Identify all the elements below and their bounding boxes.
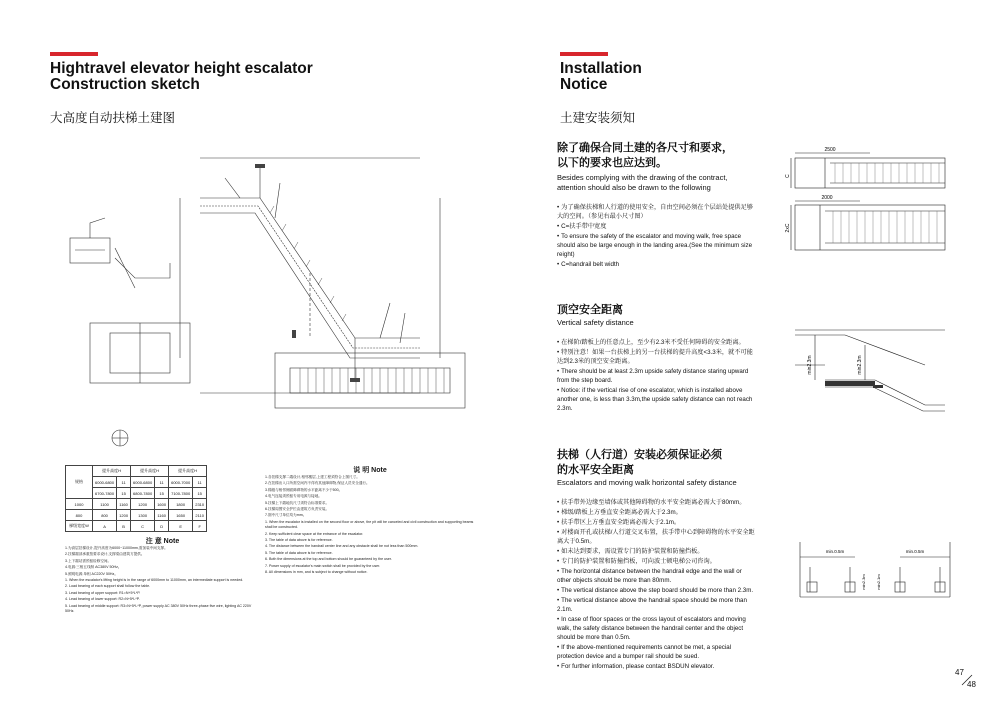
table-cell: 提升高度H: [131, 466, 169, 477]
table-row: [66, 510, 207, 521]
note-item: 1. When the escalator's lifting height is in the range of 6000mm to 11000mm, an intermediate support is needed.: [65, 578, 244, 583]
note-item: 1.各扶梯支撑二端设计,相邻楼层,上建工程须符合上图尺寸。: [265, 475, 360, 479]
list-item: • Notice: if the vertical rise of one escalator, which is installed above another one, is less than 3.3m,the upside safety distance can not reach 2.3m.: [557, 386, 757, 413]
table-cell: F: [193, 521, 207, 532]
section-vertical: [557, 303, 757, 414]
list-item: • The vertical distance above the step board should be more than 2.3m.: [557, 586, 757, 595]
list-item: • 梯级/踏板上方垂直安全距离必需大于2.3m。: [557, 508, 757, 517]
list-item: • For further information, please contact BSDUN elevator.: [557, 662, 757, 671]
left-title-line1: Hightravel elevator height escalator: [50, 60, 313, 77]
section-general-en-line2: attention should also be drawn to the following: [557, 183, 711, 192]
page-number-left: 47: [955, 668, 964, 677]
note-item: 4. Lead bearing of lower support: R2=N+5*L*P.: [65, 597, 140, 602]
table-cell: 提升高度H: [93, 466, 131, 477]
right-subtitle-cn: 土建安装须知: [560, 111, 636, 125]
table-cell: 1200: [117, 510, 131, 521]
note-item: 5. The table of data above is for reference.: [265, 550, 333, 555]
table-cell: 1200: [131, 499, 155, 510]
note-right-title: 说 明 Note: [353, 467, 387, 474]
table-cell: 15: [155, 488, 169, 499]
table-cell: 6000-6800: [93, 477, 117, 488]
section-vertical-list: [557, 338, 757, 413]
note-item: 5.照明电源:单相 AC220V 50Hz。: [65, 571, 118, 576]
note-left-title: 注 意 Note: [145, 538, 180, 545]
table-cell: 6000-7000: [169, 477, 193, 488]
list-item: • To ensure the safety of the escalator and moving walk, free space should also be large enough in the landing area.(See the minimum size reight): [557, 232, 757, 259]
table-row: [66, 521, 207, 532]
note-item: 4.电气连接须预留专用电源与接地。: [265, 494, 322, 499]
note-item: 2.扶梯端部承重按要求设计,支撑梁由建筑方提供。: [65, 552, 145, 557]
table-cell: 11: [193, 477, 207, 488]
table-cell: 1300: [131, 510, 155, 521]
list-item: • If the above-mentioned requirements cannot be met, a special protection device and a bumper rail should be sued.: [557, 643, 757, 661]
section-horizontal: [557, 448, 757, 672]
vertical-distance-diagram: [785, 325, 955, 415]
section-general-list: [557, 203, 757, 269]
list-item: • 专门的防护装置和防撞挡板，可向波士顿电梯公司咨询。: [557, 557, 757, 566]
note-item: 3.上下端站需预留检修空间。: [65, 558, 112, 563]
table-cell: 6800-7800: [131, 488, 155, 499]
note-item: 5. Load bearing of middle support: R3=N+5*L*P, power supply AC 380V 50Hz three-phase five wire, lighting AC 220V 50Hz.: [65, 603, 252, 614]
list-item: • 对楼面开孔或扶梯/人行道交叉布置，扶手带中心到障碍物的水平安全距离大于0.5m。: [557, 528, 757, 546]
list-item: • 为了确保扶梯和人行道的使用安全，自由空间必须在个层站处提供足够大的空间。（参见右最小尺寸图）: [557, 203, 757, 221]
note-item: 4.电源:三相五线制 AC380V 50Hz。: [65, 565, 122, 570]
list-item: • C=扶手带中宽度: [557, 222, 757, 231]
table-cell: 1160: [155, 510, 169, 521]
list-item: • There should be at least 2.3m upside safety distance staring upward from the step board.: [557, 367, 757, 385]
section-vertical-title-en: Vertical safety distance: [557, 318, 634, 327]
list-item: • 扶手带外边缘至墙体或其他障碍物的水平安全距离必需大于80mm。: [557, 498, 757, 507]
right-title-line1: Installation: [560, 60, 642, 77]
note-item: 8. All dimensions in mm, and is subject to change without notice.: [265, 570, 368, 575]
list-item: • The horizontal distance between the handrail edge and the wall or other objects should be more than 80mm.: [557, 567, 757, 585]
table-cell: 提升高度H: [169, 466, 207, 477]
table-cell: B: [117, 521, 131, 532]
table-cell: 1000: [66, 499, 93, 510]
table-cell: 15: [117, 488, 131, 499]
table-cell: 2110: [193, 510, 207, 521]
right-title: [560, 61, 642, 93]
left-accent-bar: [50, 52, 98, 56]
note-item: 6. Both the dimensions at the top and bottom should be guaranteed by the user.: [265, 557, 392, 562]
dim-label: C: [785, 174, 791, 178]
note-right-body: [265, 475, 475, 576]
dim-label: min.0.5m: [905, 549, 925, 554]
free-space-diagram: [785, 143, 955, 263]
table-cell: 6700-7800: [93, 488, 117, 499]
section-general-title-en: [557, 173, 757, 193]
table-cell: 11: [155, 477, 169, 488]
table-cell: 1100: [93, 499, 117, 510]
note-item: 2. Load bearing of each support shall follow the table.: [65, 584, 151, 589]
table-cell: 7100-7800: [169, 488, 193, 499]
left-subtitle-cn: 大高度自动扶梯土建图: [50, 111, 176, 125]
section-general: [557, 141, 757, 270]
note-item: 3. The table of data above is for reference.: [265, 538, 333, 543]
spec-table-wrap: [65, 465, 207, 532]
list-item: • 特别注意！如果一台扶梯上的另一台扶梯的提升高度<3.3米，就不可能达到2.3米的顶空安全距离。: [557, 348, 757, 366]
note-left-body: [65, 546, 260, 614]
table-row: [66, 466, 207, 477]
section-horizontal-title-line2: 的水平安全距离: [557, 464, 634, 476]
note-item: 7. Power supply of escalator's main switch shall be provided by the user.: [265, 563, 381, 568]
note-item: 5.扶梯上下端地坑尺寸须符合标准要求。: [265, 500, 330, 505]
section-general-title-line1: 除了确保合同土建的各尺寸和要求，: [557, 142, 733, 154]
table-cell: 15: [193, 488, 207, 499]
dim-label: 2000: [821, 195, 833, 201]
table-cell: 11: [117, 477, 131, 488]
dim-label: min2.1m: [876, 574, 881, 590]
table-cell: 6000-6800: [131, 477, 155, 488]
table-cell: 800: [93, 510, 117, 521]
left-title-line2: Construction sketch: [50, 76, 200, 93]
list-item: • 在梯阶/踏板上的任意点上，至少有2.3米不受任何障碍的安全距离。: [557, 338, 757, 347]
list-item: • C=handrail belt width: [557, 260, 757, 269]
note-item: 7.图中尺寸单位均为mm。: [265, 513, 307, 518]
table-cell: E: [169, 521, 193, 532]
dim-label: min.0.5m: [825, 549, 845, 554]
section-general-en-line1: Besides complying with the drawing of the contract,: [557, 173, 728, 182]
table-cell: 1650: [169, 510, 193, 521]
dim-label: 2500: [824, 147, 836, 153]
section-vertical-title-cn: 顶空安全距离: [557, 304, 623, 316]
table-cell: 1160: [117, 499, 131, 510]
dim-label: min2.3m: [861, 574, 866, 590]
section-general-title-cn: [557, 141, 757, 171]
note-item: 3.梯级与相邻侧面障碍物的水平距离不少于500。: [265, 487, 343, 492]
dim-label: min2.3m: [857, 355, 863, 375]
table-row: [66, 499, 207, 510]
note-left: [65, 536, 260, 615]
table-cell: A: [93, 521, 117, 532]
table-cell: C: [131, 521, 155, 532]
dim-label: min2.3m: [807, 355, 813, 375]
note-right: [265, 465, 475, 577]
note-item: 4. The distance between the handrail center line and any obstacle shall be not less than 500mm.: [265, 544, 419, 549]
note-item: 6.扶梯周围安全护栏由建筑方负责安装。: [265, 507, 330, 512]
list-item: • 扶手带区上方垂直安全距离必需大于2.1m。: [557, 518, 757, 527]
section-horizontal-title-en: Escalators and moving walk horizontal safety distance: [557, 478, 737, 487]
section-horizontal-list: [557, 498, 757, 671]
truss-top-line: [200, 198, 420, 338]
note-item: 1. When the escalator is installed on the second floor or above, the pit will be canceled and civil construction and supporting beams shall be constructed.: [265, 519, 474, 530]
dim-label: 2xC: [785, 223, 791, 233]
table-cell: 2310: [193, 499, 207, 510]
table-cell: 1800: [169, 499, 193, 510]
horizontal-distance-diagram: [795, 537, 960, 602]
section-horizontal-title-cn: [557, 448, 757, 478]
note-item: 3. Lead bearing of upper support: R1=N+5*L*P.: [65, 590, 141, 595]
page-number-right: 48: [967, 680, 976, 689]
table-cell: 1600: [155, 499, 169, 510]
spec-table: [65, 465, 207, 532]
construction-sketch-drawing: [60, 138, 470, 458]
table-cell: 规格: [66, 466, 93, 499]
note-item: 1.为高层扶梯设计,提升高度为6000~11000mm,需加装中间支撑。: [65, 546, 168, 550]
section-horizontal-title-line1: 扶梯（人行道）安装必须保证必须: [557, 449, 722, 461]
list-item: • The vertical distance above the handrail space should be more than 2.1m.: [557, 596, 757, 614]
list-item: • 如未达到要求，需设置专门的防护装置和防撞挡板。: [557, 547, 757, 556]
left-title: [50, 61, 313, 93]
table-cell: 800: [66, 510, 93, 521]
section-general-title-line2: 以下的要求也应达到。: [557, 157, 667, 169]
note-item: 2. Keep sufficient clear space at the entrance of the escalator.: [265, 531, 364, 536]
note-item: 2.在扶梯出入口所需空间内不得有其他障碍物,保证人员安全通行。: [265, 481, 370, 486]
table-cell: D: [155, 521, 169, 532]
list-item: • In case of floor spaces or the cross layout of escalators and moving walk, the safety distance between the handrail center and the object should be more than 0.5m.: [557, 615, 757, 642]
table-cell: 梯级宽度W: [66, 521, 93, 532]
right-accent-bar: [560, 52, 608, 56]
right-title-line2: Notice: [560, 76, 608, 93]
